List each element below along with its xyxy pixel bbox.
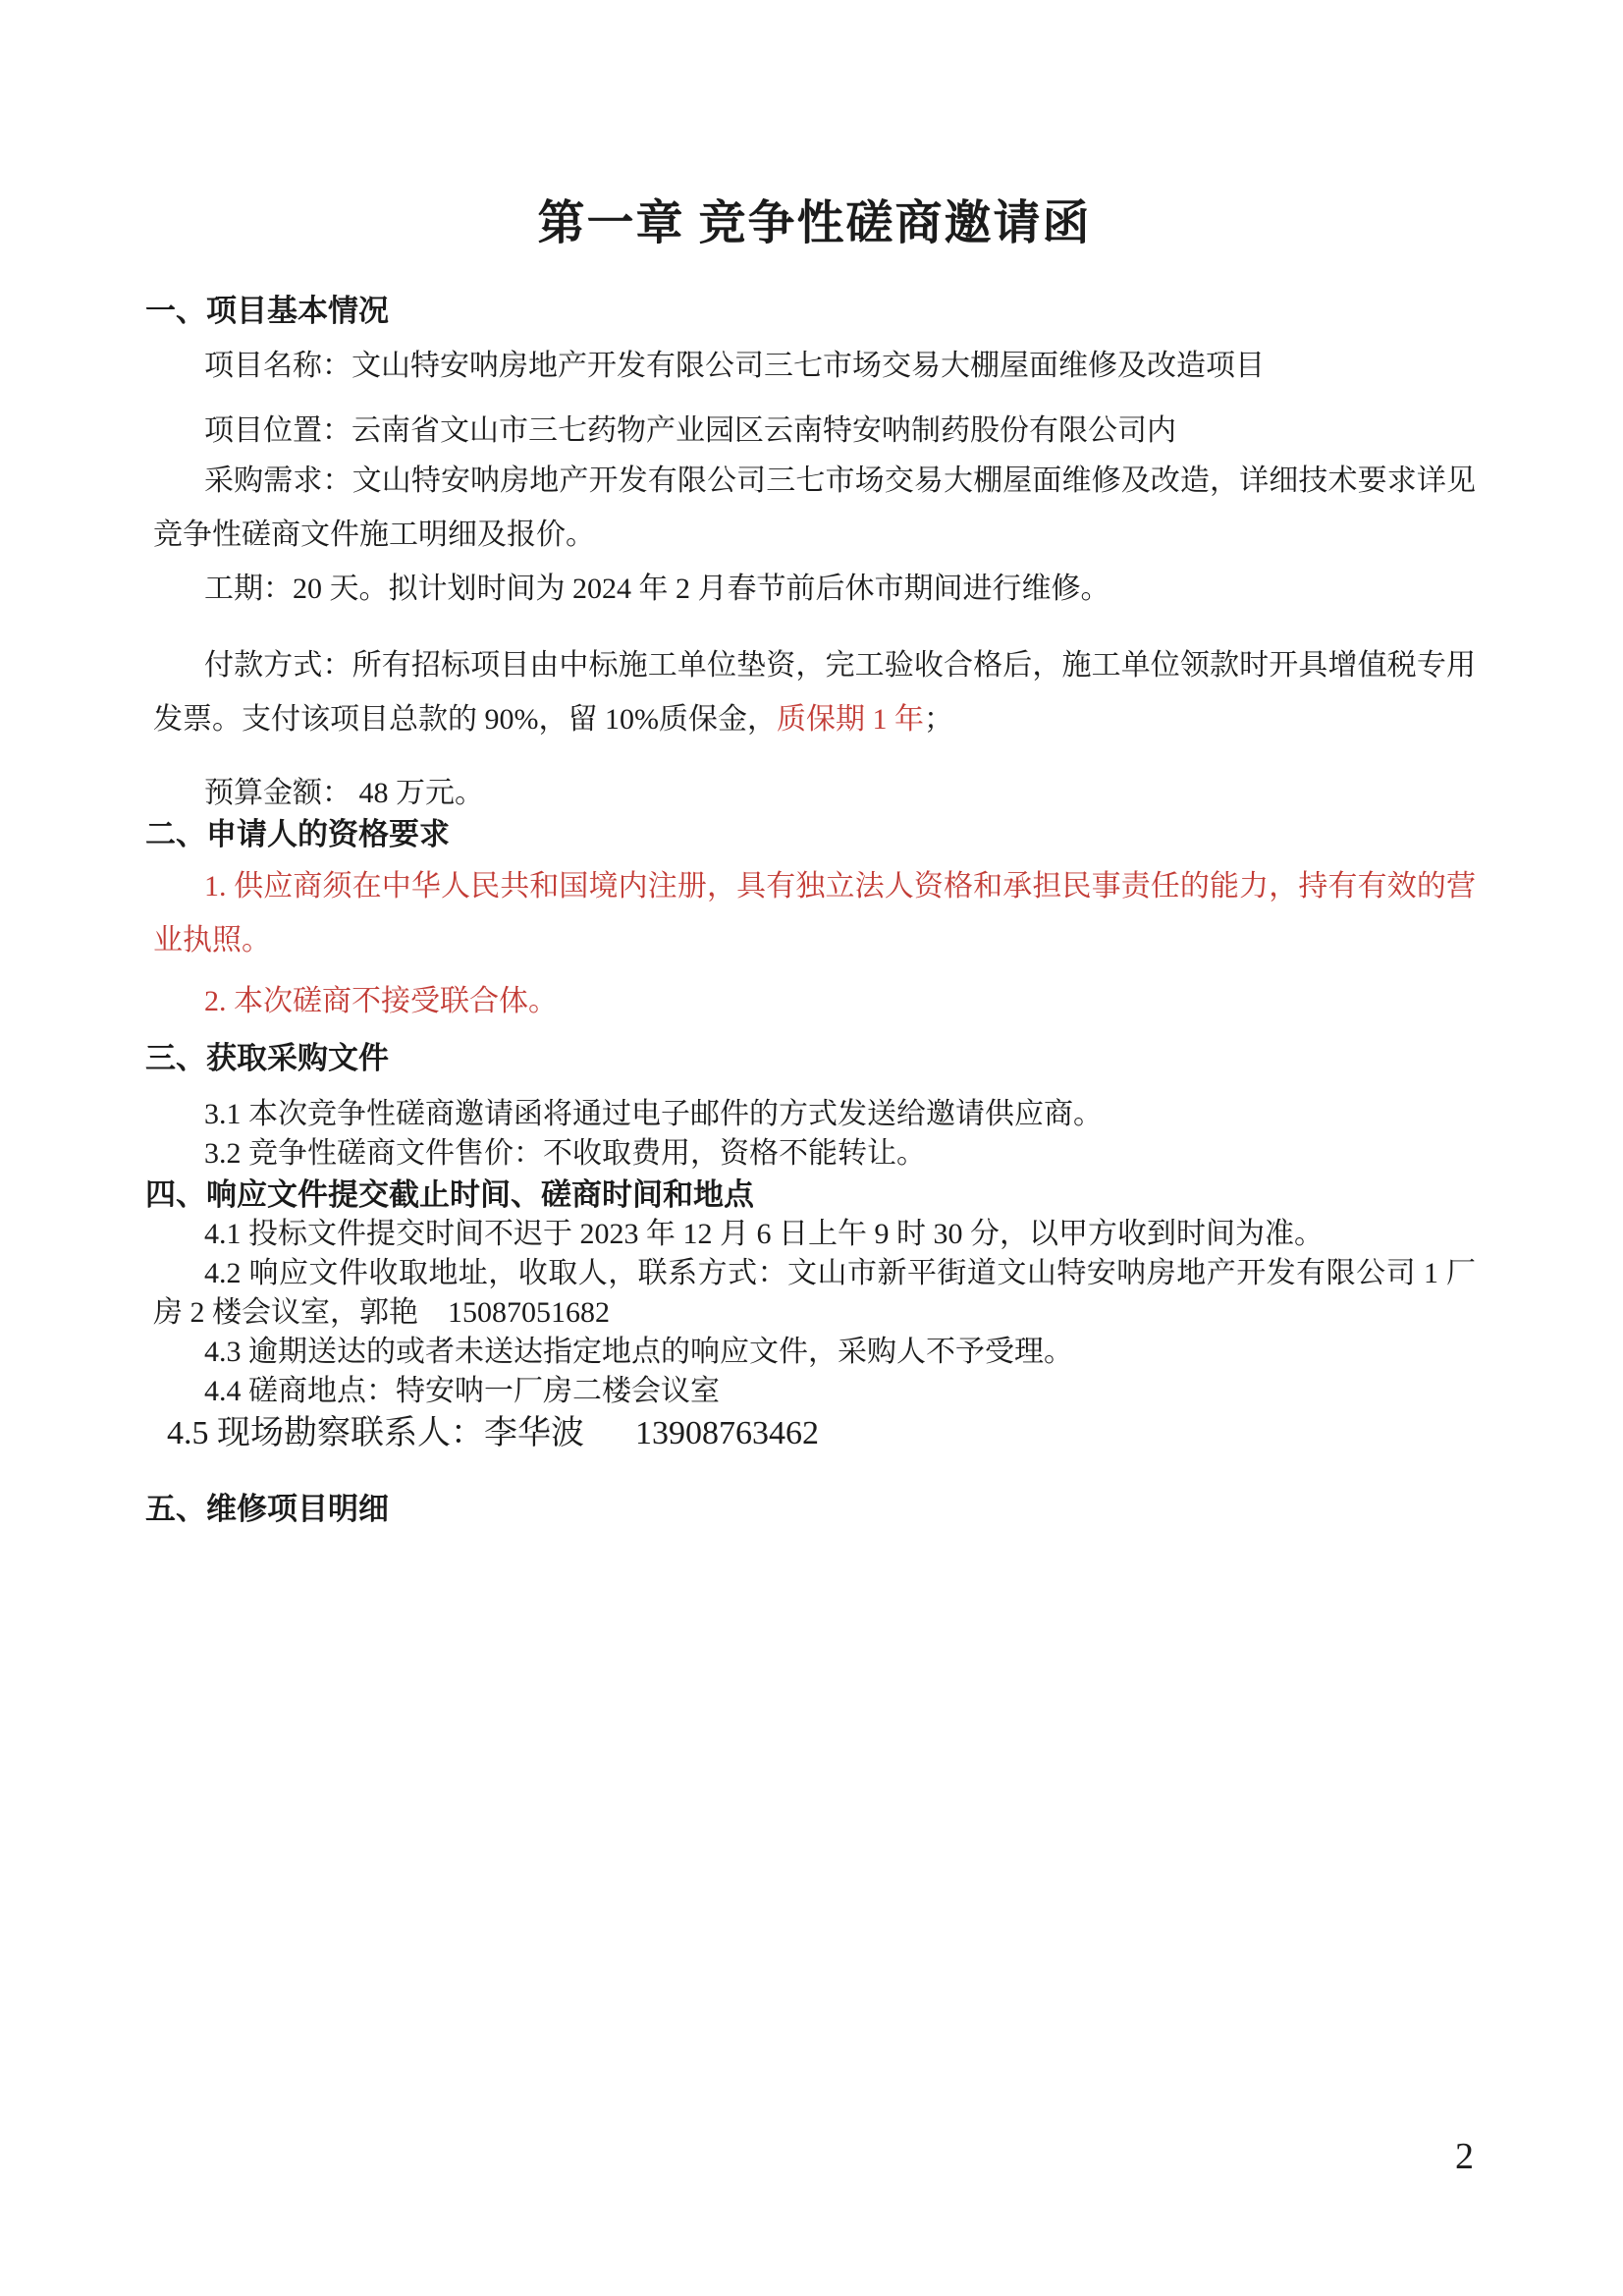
section-heading-obtain-documents: 三、获取采购文件: [145, 1041, 389, 1075]
obtain-documents-item-2: 3.2 竞争性磋商文件售价：不收取费用，资格不能转让。: [204, 1137, 926, 1170]
section-heading-submission-deadline: 四、响应文件提交截止时间、磋商时间和地点: [145, 1177, 754, 1212]
procurement-demand-paragraph: 采购需求：文山特安呐房地产开发有限公司三七市场交易大棚屋面维修及改造，详细技术要求详见竞争性磋商文件施工明细及报价。: [153, 465, 1476, 551]
budget-amount-line: 预算金额： 48 万元。: [204, 777, 484, 809]
section-heading-qualification: 二、申请人的资格要求: [145, 817, 450, 851]
late-submission-item: 4.3 逾期送达的或者未送达指定地点的响应文件，采购人不予受理。: [204, 1336, 1073, 1368]
obtain-documents-item-1: 3.1 本次竞争性磋商邀请函将通过电子邮件的方式发送给邀请供应商。: [204, 1098, 1103, 1130]
project-location-line: 项目位置：云南省文山市三七药物产业园区云南特安呐制药股份有限公司内: [204, 414, 1176, 447]
section-heading-project-basics: 一、项目基本情况: [145, 294, 389, 328]
submission-deadline-item: 4.1 投标文件提交时间不迟于 2023 年 12 月 6 日上午 9 时 30 分，以甲方收到时间为准。: [204, 1218, 1324, 1250]
chapter-title: 第一章 竞争性磋商邀请函: [537, 197, 1092, 249]
payment-terms-tail: ；: [923, 703, 953, 736]
site-survey-contact-label: 4.5 现场勘察联系人：李华波: [167, 1415, 584, 1451]
payment-terms-text: 付款方式：所有招标项目由中标施工单位垫资，完工验收合格后，施工单位领款时开具增值税专用发票。支付该项目总款的 90%，留 10%质保金，: [153, 649, 1476, 736]
site-survey-contact-phone: 13908763462: [635, 1415, 819, 1451]
qualification-requirement-1: 1. 供应商须在中华人民共和国境内注册，具有独立法人资格和承担民事责任的能力，持有有效的营业执照。: [153, 870, 1476, 957]
section-heading-repair-details: 五、维修项目明细: [145, 1492, 389, 1526]
warranty-period-highlight: 质保期 1 年: [776, 703, 924, 736]
consultation-location-item: 4.4 磋商地点：特安呐一厂房二楼会议室: [204, 1375, 720, 1407]
payment-terms-paragraph: [153, 638, 1476, 746]
construction-duration-line: 工期：20 天。拟计划时间为 2024 年 2 月春节前后休市期间进行维修。: [204, 573, 1110, 605]
page-number: 2: [1455, 2136, 1474, 2177]
submission-address-item: 4.2 响应文件收取地址，收取人，联系方式：文山市新平街道文山特安呐房地产开发有限公司 1 厂房 2 楼会议室，郭艳 15087051682: [153, 1257, 1476, 1329]
site-survey-contact-line: [153, 1411, 1476, 1456]
qualification-requirement-2: 2. 本次磋商不接受联合体。: [204, 985, 558, 1017]
project-name-line: 项目名称：文山特安呐房地产开发有限公司三七市场交易大棚屋面维修及改造项目: [204, 350, 1265, 382]
document-content: [0, 194, 1623, 1529]
